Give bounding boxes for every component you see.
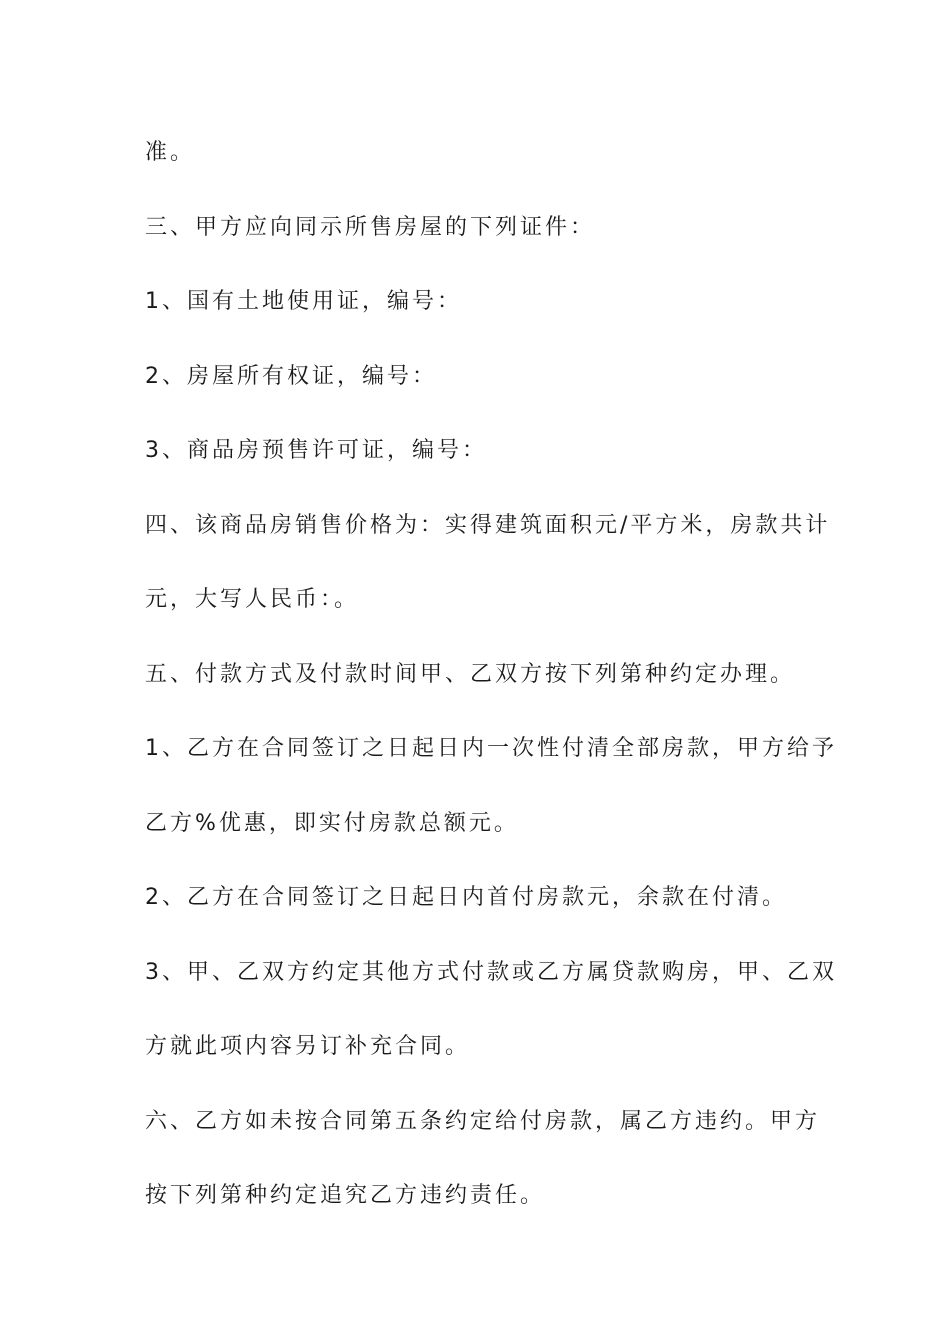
text-line: 1、国有土地使用证，编号： — [145, 289, 462, 314]
text-line: 按下列第种约定追究乙方违约责任。 — [145, 1183, 546, 1208]
text-line: 2、乙方在合同签订之日起日内首付房款元，余款在付清。 — [145, 885, 787, 910]
section-heading-4: 四、该商品房销售价格为：实得建筑面积元/平方米，房款共计 — [145, 512, 831, 538]
text-line: 元，大写人民币：。 — [145, 587, 360, 612]
text-line: 3、甲、乙双方约定其他方式付款或乙方属贷款购房，甲、乙双 — [145, 959, 837, 985]
section-heading-6: 六、乙方如未按合同第五条约定给付房款，属乙方违约。甲方 — [145, 1108, 821, 1134]
document-body — [145, 134, 837, 1252]
section-heading-3: 三、甲方应向同示所售房屋的下列证件： — [145, 214, 596, 240]
text-line: 2、房屋所有权证，编号： — [145, 363, 437, 389]
text-line: 1、乙方在合同签订之日起日内一次性付清全部房款，甲方给予 — [145, 736, 837, 761]
text-line: 3、商品房预售许可证，编号： — [145, 438, 487, 463]
text-line: 准。 — [145, 140, 196, 165]
section-heading-5: 五、付款方式及付款时间甲、乙双方按下列第种约定办理。 — [145, 661, 796, 687]
text-line: 方就此项内容另订补充合同。 — [145, 1034, 471, 1059]
text-line: 乙方%优惠，即实付房款总额元。 — [145, 810, 519, 836]
